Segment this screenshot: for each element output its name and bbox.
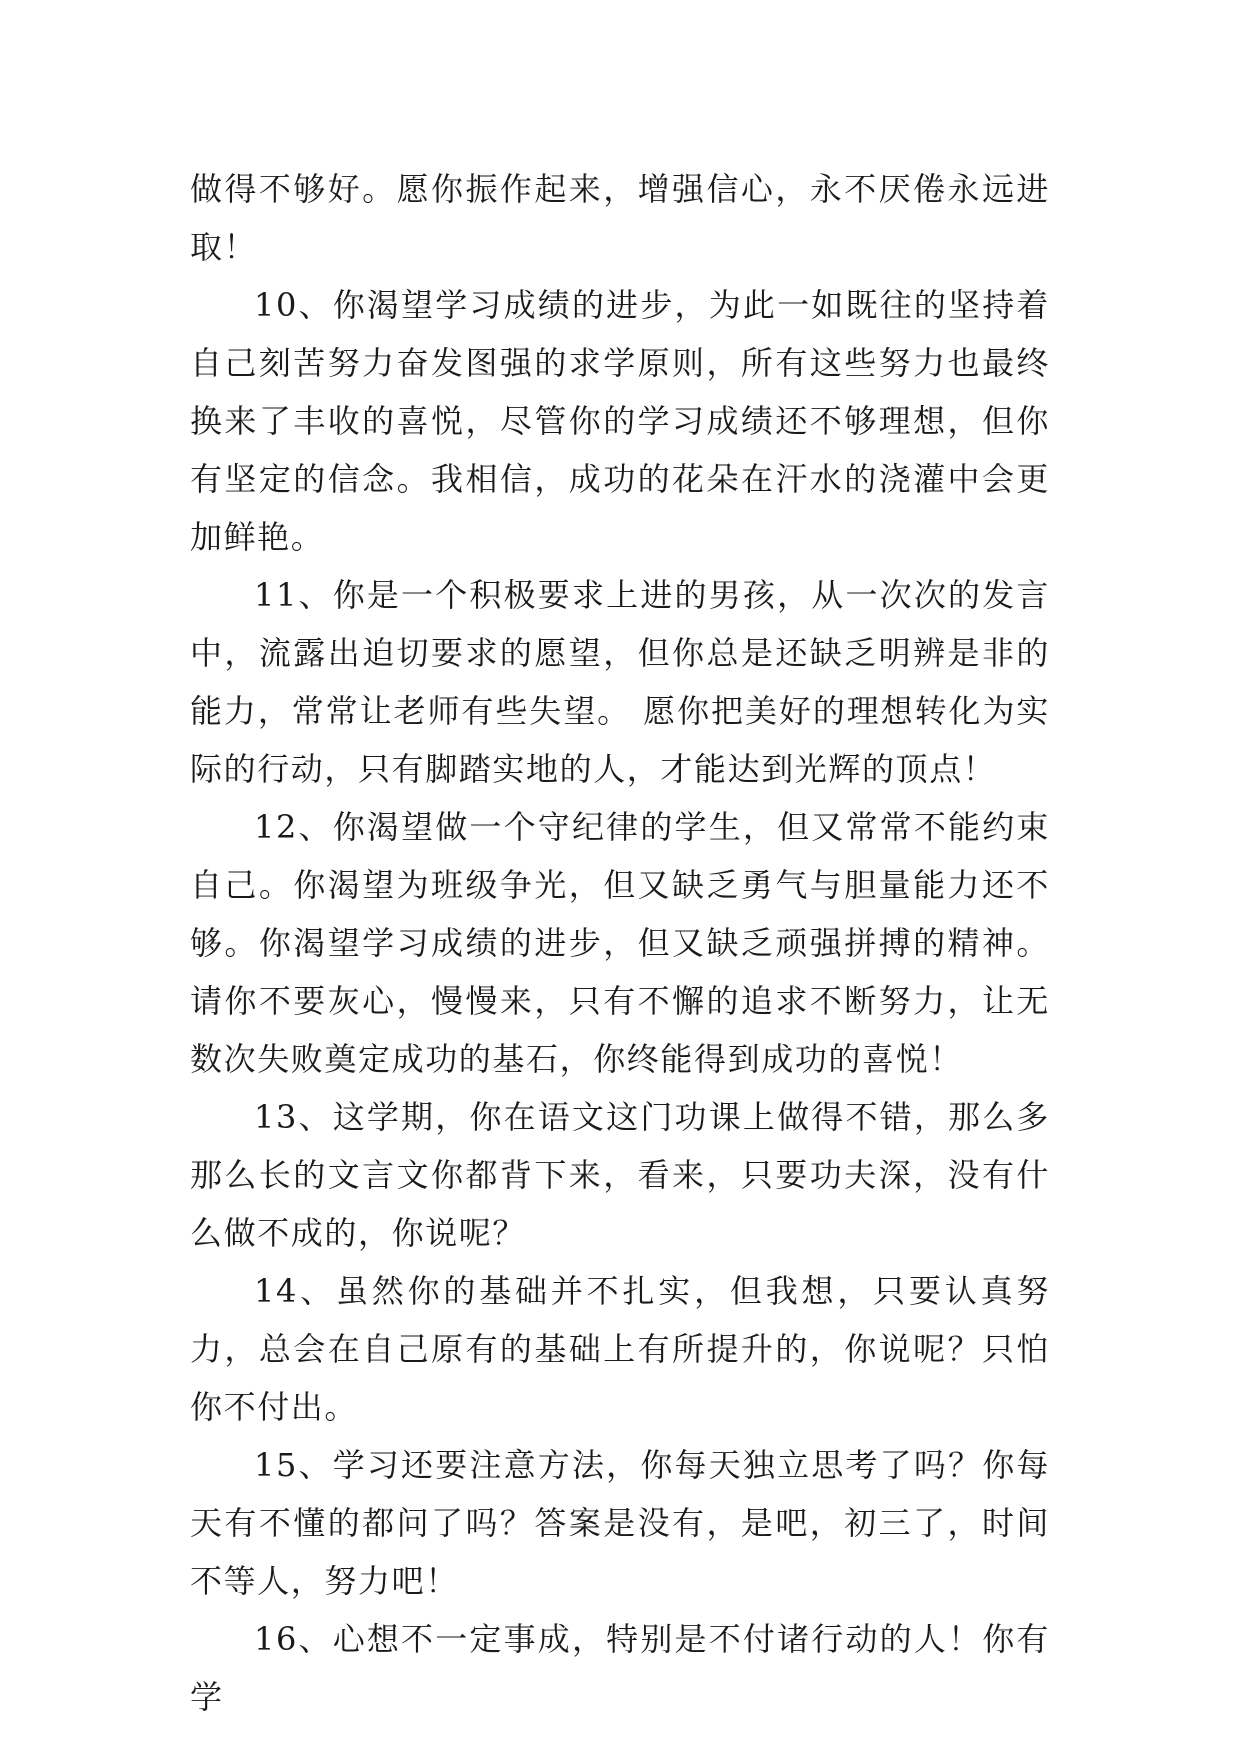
paragraph-comment-16: 16、心想不一定事成，特别是不付诸行动的人！你有学 [190, 1620, 1050, 1716]
paragraph-comment-11: 11、你是一个积极要求上进的男孩，从一次次的发言中，流露出迫切要求的愿望，但你总是还缺乏明辨是非的能力，常常让老师有些失望。 愿你把美好的理想转化为实际的行动，只有脚踏实地的人，才能达到光辉的顶点！ [190, 576, 1050, 788]
paragraph-comment-14: 14、虽然你的基础并不扎实，但我想，只要认真努力，总会在自己原有的基础上有所提升的，你说呢？只怕你不付出。 [190, 1272, 1050, 1426]
document-body [190, 160, 1050, 1726]
paragraph-continued: 做得不够好。愿你振作起来，增强信心，永不厌倦永远进取！ [190, 170, 1050, 266]
paragraph-comment-10: 10、你渴望学习成绩的进步，为此一如既往的坚持着自己刻苦努力奋发图强的求学原则，所有这些努力也最终换来了丰收的喜悦，尽管你的学习成绩还不够理想，但你有坚定的信念。我相信，成功的花朵在汗水的浇灌中会更加鲜艳。 [190, 286, 1050, 556]
paragraph-comment-15: 15、学习还要注意方法，你每天独立思考了吗？你每天有不懂的都问了吗？答案是没有，是吧，初三了，时间不等人，努力吧！ [190, 1446, 1050, 1600]
paragraph-comment-13: 13、这学期，你在语文这门功课上做得不错，那么多那么长的文言文你都背下来，看来，只要功夫深，没有什么做不成的，你说呢？ [190, 1098, 1050, 1252]
paragraph-comment-12: 12、你渴望做一个守纪律的学生，但又常常不能约束自己。你渴望为班级争光，但又缺乏勇气与胆量能力还不够。你渴望学习成绩的进步，但又缺乏顽强拼搏的精神。请你不要灰心，慢慢来，只有不懈的追求不断努力，让无数次失败奠定成功的基石，你终能得到成功的喜悦！ [190, 808, 1050, 1078]
